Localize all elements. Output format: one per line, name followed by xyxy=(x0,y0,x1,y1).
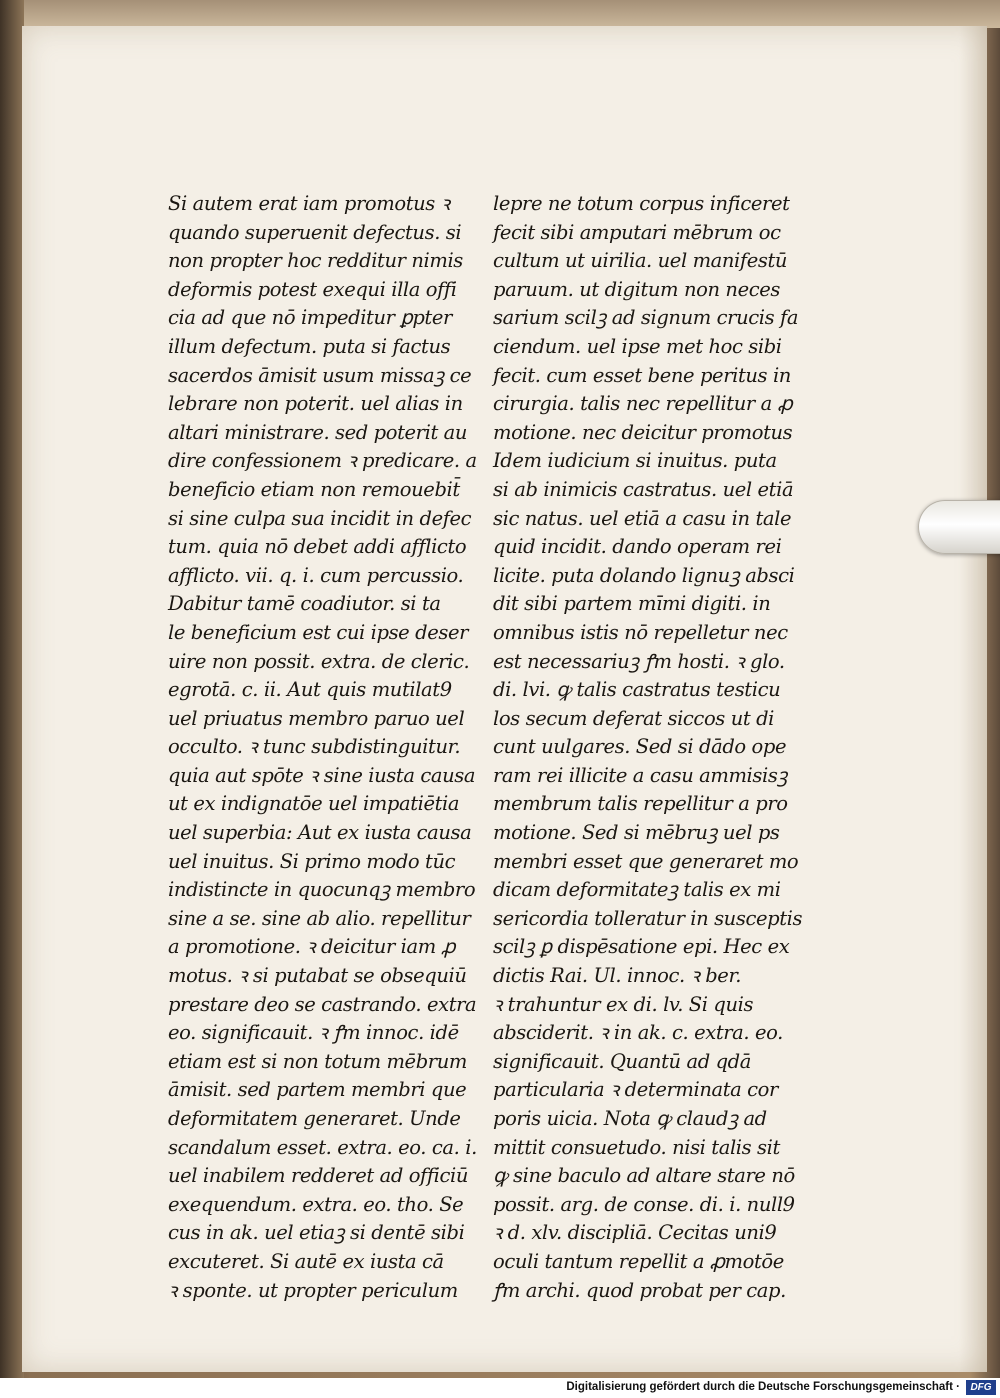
text-line: ciendum. uel ipse met hoc sibi xyxy=(493,334,782,358)
text-line: dit sibi partem mīmi digiti. in xyxy=(493,592,771,616)
text-line: dictis Rai. Ul. innoc. ꝛ ber. xyxy=(493,964,742,988)
text-line: omnibus istis nō repelletur nec xyxy=(493,620,788,644)
text-line: di. lvi. ꝙ talis castratus testicu xyxy=(493,678,781,702)
text-line: ꝛ sponte. ut propter periculum xyxy=(168,1278,458,1302)
text-line: Idem iudicium si inuitus. puta xyxy=(493,449,777,473)
text-line: afflicto. vii. q. i. cum percussio. xyxy=(168,563,464,587)
text-line: le beneficium est cui ipse deser xyxy=(168,620,469,644)
text-line: ut ex indignatōe uel impatiētia xyxy=(168,792,460,816)
text-line: occulto. ꝛ tunc subdistinguitur. xyxy=(168,735,461,759)
footer-credit: Digitalisierung gefördert durch die Deutsche Forschungsgemeinschaft · xyxy=(566,1381,960,1393)
text-line: scilꝫ ꝑ dispēsatione epi. Hec ex xyxy=(493,935,790,959)
text-line: cus in ak. uel etiaꝫ si dentē sibi xyxy=(168,1221,465,1245)
text-column-left xyxy=(168,190,477,1305)
text-line: a promotione. ꝛ deicitur iam ꝓ xyxy=(168,935,456,959)
dfg-logo: DFG xyxy=(966,1380,996,1395)
text-line: beneficio etiam non remouebit̄ xyxy=(168,477,460,501)
text-line: sarium scilꝫ ad signum crucis fa xyxy=(493,306,799,330)
text-line: exequendum. extra. eo. tho. Se xyxy=(168,1192,464,1216)
text-line: tum. quia nō debet addi afflicto xyxy=(168,535,467,559)
text-line: ꝙ sine baculo ad altare stare nō xyxy=(493,1164,795,1188)
text-line: lebrare non poterit. uel alias in xyxy=(168,392,463,416)
text-line: ꝛ trahuntur ex di. lv. Si quis xyxy=(493,992,754,1016)
text-line: cirurgia. talis nec repellitur a ꝓ xyxy=(493,392,793,416)
text-column-right xyxy=(493,190,803,1305)
text-line: est necessariuꝫ ꝭm hosti. ꝛ glo. xyxy=(493,649,785,673)
text-line: cultum ut uirilia. uel manifestū xyxy=(493,249,788,273)
text-line: si ab inimicis castratus. uel etiā xyxy=(493,477,794,501)
text-line: excuteret. Si autē ex iusta cā xyxy=(168,1249,444,1273)
text-line: cunt uulgares. Sed si dādo ope xyxy=(493,735,787,759)
text-line: ꝭm archi. quod probat per cap. xyxy=(493,1278,786,1302)
text-line: membri esset que generaret mo xyxy=(493,849,799,873)
text-line: ꝛ d. xlv. discipliā. Cecitas uni9 xyxy=(493,1221,777,1245)
text-line: membrum talis repellitur a pro xyxy=(493,792,788,816)
text-line: egrotā. c. ii. Aut quis mutilat9 xyxy=(168,678,452,702)
text-line: dire confessionem ꝛ predicare. a xyxy=(168,449,477,473)
text-line: cia ad que nō impeditur ꝑpter xyxy=(168,306,452,330)
book-spine xyxy=(0,0,24,1378)
text-line: fecit. cum esset bene peritus in xyxy=(493,363,791,387)
book-top-edge xyxy=(0,0,1000,28)
text-line: illum defectum. puta si factus xyxy=(168,334,451,358)
footer-bar xyxy=(0,1378,1000,1398)
text-line: motione. Sed si mēbruꝫ uel ps xyxy=(493,821,780,845)
text-line: uel inabilem redderet ad officiū xyxy=(168,1164,469,1188)
text-line: motus. ꝛ si putabat se obsequiū xyxy=(168,964,467,988)
text-line: mittit consuetudo. nisi talis sit xyxy=(493,1135,780,1159)
text-line: sericordia tolleratur in susceptis xyxy=(493,906,803,930)
text-line: particularia ꝛ determinata cor xyxy=(493,1078,778,1102)
text-line: altari ministrare. sed poterit au xyxy=(168,420,468,444)
text-line: fecit sibi amputari mēbrum oc xyxy=(493,220,781,244)
text-line: deformitatem generaret. Unde xyxy=(168,1107,461,1130)
text-line: uel superbia: Aut ex iusta causa xyxy=(168,821,472,845)
text-line: quando superuenit defectus. si xyxy=(168,220,462,244)
text-line: paruum. ut digitum non neces xyxy=(493,277,780,301)
text-line: prestare deo se castrando. extra xyxy=(168,992,477,1016)
text-line: etiam est si non totum mēbrum xyxy=(168,1049,467,1073)
text-line: scandalum esset. extra. eo. ca. i. xyxy=(168,1135,477,1159)
text-line: sic natus. uel etiā a casu in tale xyxy=(493,506,792,530)
page-edge-shadow xyxy=(959,26,987,1372)
text-line: licite. puta dolando lignuꝫ absci xyxy=(493,563,795,587)
text-line: uire non possit. extra. de cleric. xyxy=(168,649,470,673)
text-line: sacerdos āmisit usum missaꝫ ce xyxy=(168,363,472,387)
text-line: Dabitur tamē coadiutor. si ta xyxy=(168,592,441,616)
text-line: indistincte in quocunqꝫ membro xyxy=(168,878,476,902)
text-line: oculi tantum repellit a ꝓmotōe xyxy=(493,1249,784,1273)
text-line: significauit. Quantū ad qdā xyxy=(493,1049,751,1073)
text-line: ram rei illicite a casu ammisisꝫ xyxy=(493,763,788,787)
text-line: absciderit. ꝛ in ak. c. extra. eo. xyxy=(493,1021,783,1045)
text-line: quia aut spōte ꝛ sine iusta causa xyxy=(168,763,476,787)
text-line: motione. nec deicitur promotus xyxy=(493,420,793,444)
text-line: quid incidit. dando operam rei xyxy=(493,535,782,559)
text-line: possit. arg. de conse. di. i. null9 xyxy=(493,1192,795,1216)
text-line: uel inuitus. Si primo modo tūc xyxy=(168,849,456,873)
text-line: Si autem erat iam promotus ꝛ xyxy=(168,192,450,215)
text-line: los secum deferat siccos ut di xyxy=(493,706,775,730)
text-line: āmisit. sed partem membri que xyxy=(168,1078,467,1102)
page-clip xyxy=(918,500,1000,554)
text-line: uel priuatus membro paruo uel xyxy=(168,706,465,730)
text-line: eo. significauit. ꝛ ꝭm innoc. idē xyxy=(168,1021,459,1045)
text-line: si sine culpa sua incidit in defec xyxy=(168,506,472,530)
text-line: dicam deformitateꝫ talis ex mi xyxy=(493,878,781,902)
text-line: lepre ne totum corpus inficeret xyxy=(493,192,790,215)
text-line: poris uicia. Nota ꝙ claudꝫ ad xyxy=(493,1107,767,1130)
text-line: sine a se. sine ab alio. repellitur xyxy=(168,906,471,930)
text-line: deformis potest exequi illa offi xyxy=(168,277,457,301)
text-line: non propter hoc redditur nimis xyxy=(168,249,463,273)
